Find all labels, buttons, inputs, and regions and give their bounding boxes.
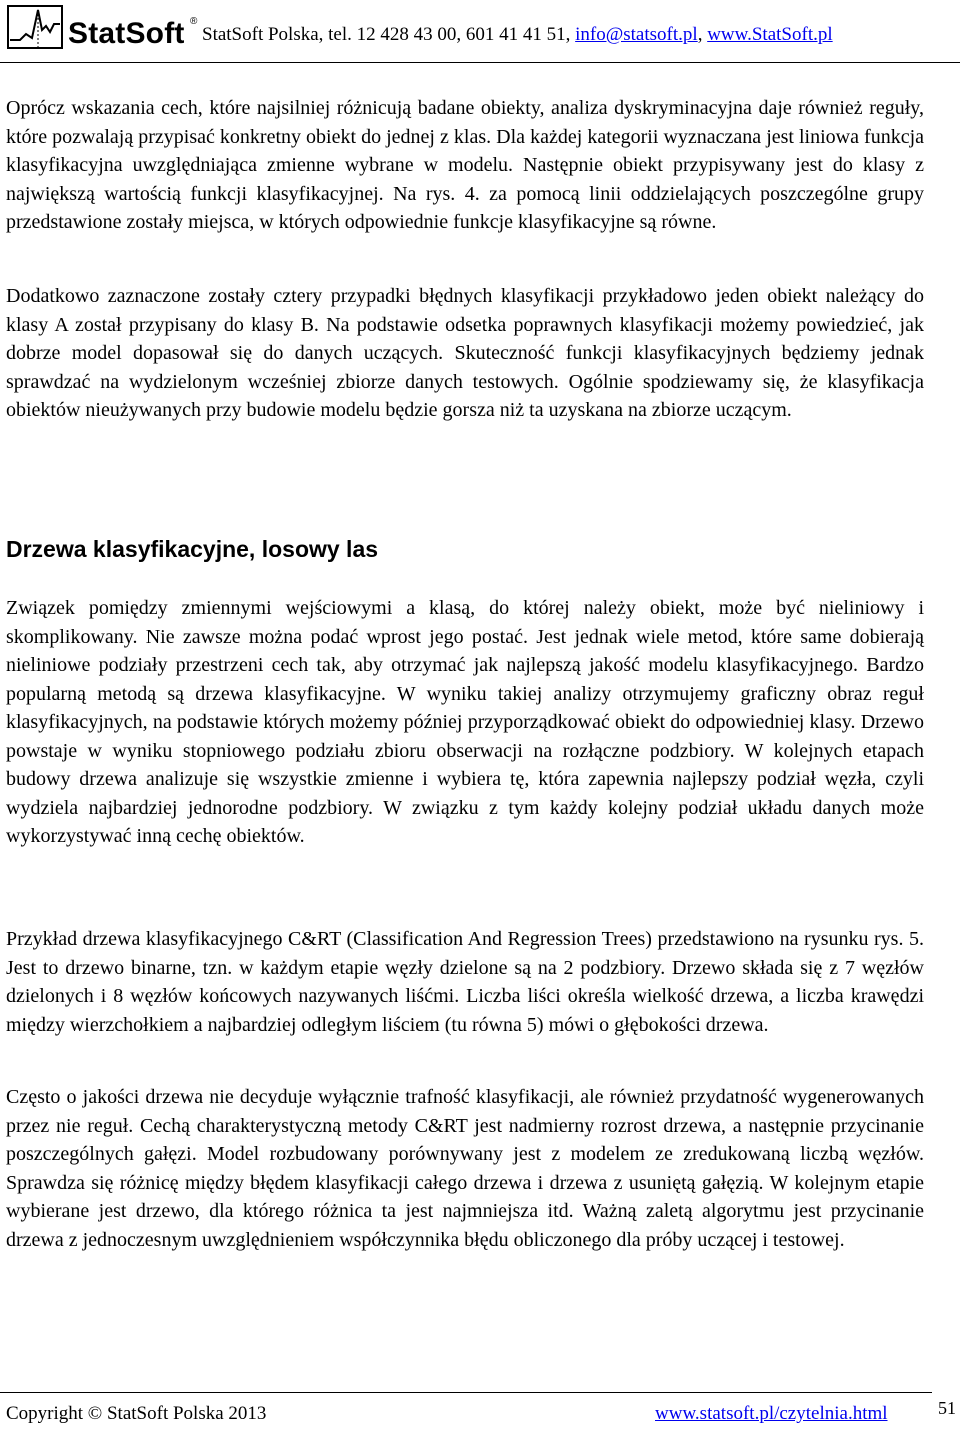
- paragraph-classification-trees: Związek pomiędzy zmiennymi wejściowymi a klasą, do której należy obiekt, może być nieliniowy i skomplikowany. Nie zawsze można podać wprost jego postać. Jest jednak wiele metod, które same dobierają nieliniowe podziały przestrzeni cech tak, aby otrzymać jak najlepszą jakość modelu klasyfikacyjnego. Bardzo popularną metodą są drzewa klasyfikacyjne. W wyniku takiej analizy otrzymujemy graficzny obraz reguł klasyfikacyjnych, na podstawie których możemy później przyporządkować obiekt do odpowiedniej klasy. Drzewo powstaje w wyniku stopniowego podziału zbioru obserwacji na rozłączne podzbiory. W kolejnych etapach budowy drzewa analizuje się wszystkie zmienne i wybiera tę, która zapewnia najlepszy podział węzła, czyli wydziela najbardziej jednorodne podzbiory. W związku z tym każdy kolejny podział układu danych może wykorzystywać inną cechę obiektów.: [6, 597, 924, 847]
- paragraph-tree-pruning: Często o jakości drzewa nie decyduje wyłącznie trafność klasyfikacji, ale również przydatność wygenerowanych przez nie reguł. Cechą charakterystyczną metody C&RT jest nadmierny rozrost drzewa, a następnie przycinanie poszczególnych gałęzi. Model rozbudowany porównywany jest z modelem ze zredukowaną liczbą węzłów. Sprawdza się różnicę między błędem klasyfikacji całego drzewa i drzewa z usuniętą gałęzią. W kolejnym etapie wybierane jest drzewo, dla którego różnica ta jest najmniejsza itd. Ważną zaletą algorytmu jest przycinanie drzewa z jednoczesnym uwzględnieniem współczynnika błędu obliczonego dla próby uczącej i testowej.: [6, 1086, 924, 1251]
- paragraph-crt-example: Przykład drzewa klasyfikacyjnego C&RT (Classification And Regression Trees) przedstawiono na rysunku rys. 5. Jest to drzewo binarne, tzn. w każdym etapie węzły dzielone są na 2 podzbiory. Drzewo składa się z 7 węzłów dzielonych i 8 węzłów końcowych nazywanych liśćmi. Liczba liści określa wielkość drzewa, a liczba krawędzi między wierzchołkiem a najbardziej odległym liściem (tu równa 5) mówi o głębokości drzewa.: [6, 928, 924, 1036]
- email-link[interactable]: info@statsoft.pl: [575, 24, 698, 45]
- registered-mark: ®: [190, 16, 198, 27]
- section-heading: Drzewa klasyfikacyjne, losowy las: [6, 536, 379, 562]
- footer-czytelnia-link[interactable]: www.statsoft.pl/czytelnia.html: [655, 1403, 888, 1424]
- statsoft-logo-mark-icon: [6, 4, 66, 52]
- contact-separator: ,: [697, 24, 708, 45]
- paragraph-misclassification: Dodatkowo zaznaczone zostały cztery przypadki błędnych klasyfikacji przykładowo jeden obiekt należący do klasy A został przypisany do klasy B. Na podstawie odsetka poprawnych klasyfikacji możemy powiedzieć, jak dobrze model dopasował się do danych uczących. Skuteczność funkcji klasyfikacyjnych będziemy jednak sprawdzać na wydzielonym wcześniej zbiorze danych testowych. Ogólnie spodziewamy się, że klasyfikacja obiektów nieużywanych przy budowie modelu będzie gorsza niż ta uzyskana na zbiorze uczącym.: [6, 285, 924, 421]
- contact-line: [202, 24, 833, 46]
- statsoft-logo: [6, 4, 196, 54]
- footer-divider: [0, 1392, 932, 1393]
- website-link[interactable]: www.StatSoft.pl: [707, 24, 833, 45]
- paragraph-discriminant-rules: Oprócz wskazania cech, które najsilniej różnicują badane obiekty, analiza dyskryminacyjna daje również reguły, które pozwalają przypisać konkretny obiekt do jednej z klas. Dla każdej kategorii wyznaczana jest liniowa funkcja klasyfikacyjna uwzględniająca zmienne wybrane w modelu. Następnie obiekt przypisywany jest do klasy z największą wartością funkcji klasyfikacyjnej. Na rys. 4. za pomocą linii oddzielających poszczególne grupy przedstawione zostały miejsca, w których odpowiednie funkcje klasyfikacyjne są równe.: [6, 97, 924, 233]
- contact-text: StatSoft Polska, tel. 12 428 43 00, 601 41 41 51,: [202, 24, 576, 45]
- footer-copyright: Copyright © StatSoft Polska 2013: [6, 1403, 267, 1424]
- logo-text: StatSoft: [68, 17, 185, 50]
- page-header: [0, 0, 960, 64]
- page-number: 51: [938, 1398, 956, 1418]
- header-divider: [0, 62, 960, 63]
